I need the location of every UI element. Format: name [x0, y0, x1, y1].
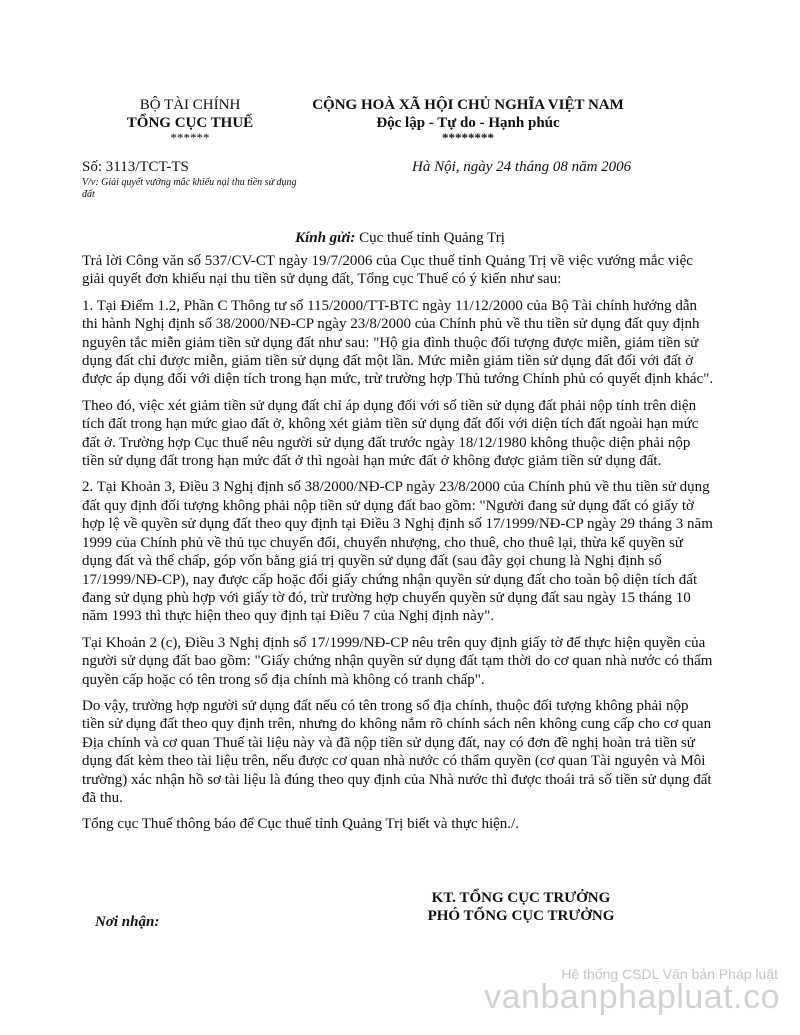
- recipient-line: [0, 230, 800, 247]
- recipients-list-label: Nơi nhận:: [95, 914, 160, 930]
- recipient-name: Cục thuế tỉnh Quảng Trị: [355, 230, 505, 246]
- body-paragraph: 2. Tại Khoản 3, Điều 3 Nghị định số 38/2000/NĐ-CP ngày 23/8/2000 của Chính phủ về thu tiền sử dụng đất quy định đối tượng không phải nộp tiền sử dụng đất bao gồm: "Người đang sử dụng đất có giấy tờ hợp lệ về quyền sử dụng đất theo quy định tại Điều 3 Nghị định số 17/1999/NĐ-CP ngày 29 tháng 3 năm 1999 của Chính phủ về thủ tục chuyển đổi, chuyển nhượng, cho thuê, cho thuê lại, thừa kế quyền sử dụng đất và thế chấp, góp vốn bằng giá trị quyền sử dụng đất (sau đây gọi chung là Nghị định số 17/1999/NĐ-CP), nay được cấp hoặc đổi giấy chứng nhận quyền sử dụng đất cho toàn bộ diện tích đất đang sử dụng phù hợp với giấy tờ đó, trừ trường hợp chuyển quyền sử dụng đất sau ngày 15 tháng 10 năm 1993 thì thực hiện theo quy định tại Điều 7 của Nghị định này".: [82, 479, 713, 625]
- country-name: CỘNG HOÀ XÃ HỘI CHỦ NGHĨA VIỆT NAM: [312, 97, 624, 113]
- ministry-name: BỘ TÀI CHÍNH: [139, 97, 241, 113]
- watermark-site: vanbanphapluat.co: [484, 978, 780, 1016]
- national-title: [298, 96, 638, 144]
- signature-title-2: PHÓ TỔNG CỤC TRƯỞNG: [427, 908, 615, 924]
- watermark-caption: Hệ thống CSDL Văn bản Pháp luật: [561, 966, 778, 982]
- department-name: TỔNG CỤC THUẾ: [126, 115, 254, 131]
- national-motto: Độc lập - Tự do - Hạnh phúc: [376, 115, 560, 131]
- document-number: Số: 3113/TCT-TS: [82, 159, 189, 175]
- document-subject: V/v: Giải quyết vướng mắc khiếu nại thu tiền sử dụng đất: [82, 177, 297, 200]
- body-paragraph: 1. Tại Điểm 1.2, Phần C Thông tư số 115/2000/TT-BTC ngày 11/12/2000 của Bộ Tài chính hướng dẫn thi hành Nghị định số 38/2000/NĐ-CP ngày 23/8/2000 của Chính phủ về thu tiền sử dụng đất quy định nguyên tắc miễn giảm tiền sử dụng đất như sau: "Hộ gia đình thuộc đối tượng được miễn, giảm tiền sử dụng đất chỉ được miễn, giảm tiền sử dụng đất một lần. Mức miễn giảm tiền sử dụng đất đối với đất ở được áp dụng đối với diện tích trong hạn mức, trừ trường hợp Thủ tướng Chính phủ có quyết định khác".: [82, 297, 714, 388]
- body-paragraph: Tổng cục Thuế thông báo để Cục thuế tỉnh Quảng Trị biết và thực hiện./.: [82, 816, 519, 833]
- issuing-agency: [95, 96, 285, 144]
- document-body: [82, 252, 714, 842]
- body-paragraph: Theo đó, việc xét giảm tiền sử dụng đất chỉ áp dụng đối với số tiền sử dụng đất phải nộp tính trên diện tích đất trong hạn mức giao đất ở, không xét giảm tiền sử dụng đất đối với diện tích đất ngoài hạn mức đất ở. Trường hợp Cục thuế nêu người sử dụng đất trước ngày 18/12/1980 không thuộc diện phải nộp tiền sử dụng đất trong hạn mức đất ở thì ngoài hạn mức đất ở không được giảm tiền sử dụng đất.: [82, 397, 699, 470]
- body-paragraph: Do vậy, trường hợp người sử dụng đất nếu có tên trong sổ địa chính, thuộc đối tượng không phải nộp tiền sử dụng đất theo quy định trên, nhưng do không nắm rõ chính sách nên không cung cấp cho cơ quan Địa chính và cơ quan Thuế tài liệu này và đã nộp tiền sử dụng đất, nay có đơn đề nghị hoàn trả tiền sử dụng đất kèm theo tài liệu trên, nếu được cơ quan nhà nước có thẩm quyền (cơ quan Tài nguyên và Môi trường) xác nhận hồ sơ tài liệu là đúng theo quy định của Nhà nước thì được thoái trả số tiền sử dụng đất đã thu.: [82, 697, 712, 806]
- signature-title-1: KT. TỔNG CỤC TRƯỞNG: [431, 890, 611, 906]
- agency-stars: ******: [170, 130, 210, 145]
- signature-block: [396, 889, 646, 925]
- document-date: Hà Nội, ngày 24 tháng 08 năm 2006: [412, 159, 632, 175]
- recipient-label: Kính gửi:: [295, 230, 356, 246]
- body-paragraph: Tại Khoản 2 (c), Điều 3 Nghị định số 17/1999/NĐ-CP nêu trên quy định giấy tờ để thực hiện quyền của người sử dụng đất bao gồm: "Giấy chứng nhận quyền sử dụng đất tạm thời do cơ quan nhà nước có thẩm quyền cấp hoặc có tên trong sổ địa chính mà không có tranh chấp".: [82, 634, 713, 688]
- body-paragraph: Trả lời Công văn số 537/CV-CT ngày 19/7/2006 của Cục thuế tỉnh Quảng Trị về việc vướng mắc việc giải quyết đơn khiếu nại thu tiền sử dụng đất, Tổng cục Thuế có ý kiến như sau:: [82, 253, 693, 288]
- motto-stars: ********: [442, 130, 494, 145]
